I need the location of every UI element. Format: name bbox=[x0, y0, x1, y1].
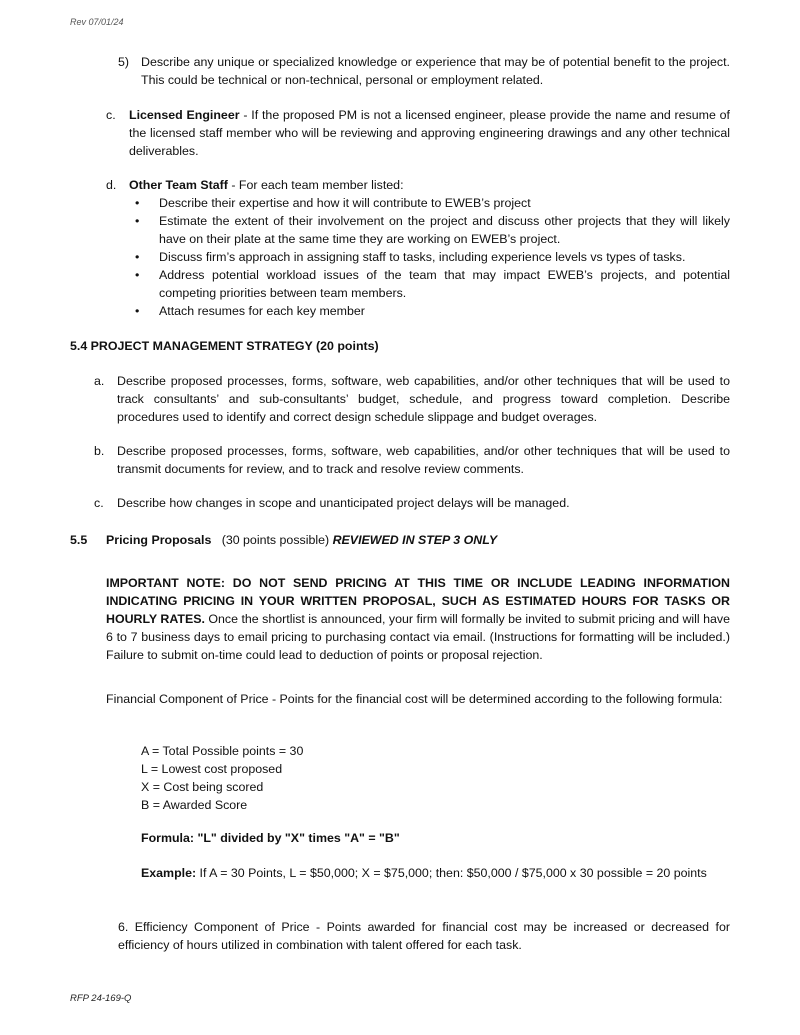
item-5-4-a-letter: a. bbox=[94, 374, 105, 388]
footer-rfp-number: RFP 24-169-Q bbox=[70, 993, 132, 1004]
formula-line: Formula: "L" divided by "X" times "A" = "B" bbox=[141, 831, 400, 845]
section-5-5-number: 5.5 bbox=[70, 533, 88, 547]
item-d-letter: d. bbox=[106, 178, 117, 192]
example-label: Example: bbox=[141, 866, 197, 880]
example-text: If A = 30 Points, L = $50,000; X = $75,000; then: $50,000 / $75,000 x 30 possible = 20 points bbox=[196, 866, 707, 880]
efficiency-component-paragraph: 6. Efficiency Component of Price - Points awarded for financial cost may be increased or decreased for efficiency of hours utilized in combination with talent offered for each task. bbox=[118, 920, 730, 952]
other-team-staff-paragraph bbox=[129, 176, 730, 194]
item5-text: Describe any unique or specialized knowledge or experience that may be of potential benefit to the project. This could be technical or non-technical, personal or employment related. bbox=[141, 55, 730, 87]
section-5-4-heading: 5.4 PROJECT MANAGEMENT STRATEGY (20 points) bbox=[70, 339, 379, 353]
item5-number: 5) bbox=[118, 55, 130, 69]
bullet-item: • Estimate the extent of their involvement on the project and discuss other projects that they will likely have on their plate at the same time they are working on EWEB’s project. bbox=[129, 212, 730, 248]
item-c-letter: c. bbox=[106, 108, 116, 122]
definition-a: A = Total Possible points = 30 bbox=[141, 744, 304, 758]
licensed-engineer-paragraph bbox=[129, 106, 730, 160]
reviewed-step-note: REVIEWED IN STEP 3 ONLY bbox=[332, 533, 498, 547]
bullet-item: • Discuss firm’s approach in assigning staff to tasks, including experience levels vs types of tasks. bbox=[129, 248, 730, 266]
important-note-text: Once the shortlist is announced, your firm will formally be invited to submit pricing and will have 6 to 7 business days to email pricing to purchasing contact via email. (Instructions for formatting will be included.) Failure to submit on-time could lead to deduction of points or proposal rejection. bbox=[106, 612, 730, 662]
bullet-item: • Address potential workload issues of the team that may impact EWEB’s projects, and potential competing priorities between team members. bbox=[129, 266, 730, 302]
other-team-staff-text: - For each team member listed: bbox=[227, 178, 404, 192]
revision-label: Rev 07/01/24 bbox=[70, 17, 124, 27]
important-note-paragraph bbox=[106, 574, 730, 664]
other-team-staff-title: Other Team Staff bbox=[129, 178, 228, 192]
important-note-bold: IMPORTANT NOTE: DO NOT SEND PRICING AT THIS TIME OR INCLUDE LEADING INFORMATION INDICATING PRICING IN YOUR WRITTEN PROPOSAL, SUCH AS ESTIMATED HOURS FOR TASKS OR HOURLY RATES. bbox=[106, 576, 730, 626]
pricing-points: (30 points possible) bbox=[221, 533, 330, 547]
financial-component-intro: Financial Component of Price - Points for the financial cost will be determined according to the following formula: bbox=[106, 692, 723, 706]
bullet-item: • Attach resumes for each key member bbox=[129, 302, 730, 320]
licensed-engineer-text: - If the proposed PM is not a licensed engineer, please provide the name and resume of the licensed staff member who will be reviewing and approving engineering drawings and any other technical deliverables. bbox=[129, 108, 730, 158]
item-5-4-c-text: Describe how changes in scope and unanticipated project delays will be managed. bbox=[117, 496, 570, 510]
item-5-4-b-text: Describe proposed processes, forms, software, web capabilities, and/or other techniques that will be used to transmit documents for review, and to track and resolve review comments. bbox=[117, 444, 730, 476]
section-5-5-heading bbox=[106, 531, 497, 549]
definition-x: X = Cost being scored bbox=[141, 780, 264, 794]
licensed-engineer-title: Licensed Engineer bbox=[129, 108, 240, 122]
pricing-proposals-title: Pricing Proposals bbox=[106, 533, 212, 547]
item-5-4-b-letter: b. bbox=[94, 444, 105, 458]
bullet-item: • Describe their expertise and how it will contribute to EWEB’s project bbox=[129, 194, 730, 212]
team-staff-bullet-list bbox=[129, 194, 730, 320]
item-5-4-a-text: Describe proposed processes, forms, software, web capabilities, and/or other techniques that will be used to track consultants’ and sub-consultants’ budget, schedule, and progress toward completion. Describe procedures used to identify and correct design schedule slippage and budget overages. bbox=[117, 374, 730, 424]
formula-definitions bbox=[141, 742, 541, 814]
definition-l: L = Lowest cost proposed bbox=[141, 762, 283, 776]
item-5-4-c-letter: c. bbox=[94, 496, 104, 510]
definition-b: B = Awarded Score bbox=[141, 798, 248, 812]
example-line bbox=[141, 864, 741, 882]
